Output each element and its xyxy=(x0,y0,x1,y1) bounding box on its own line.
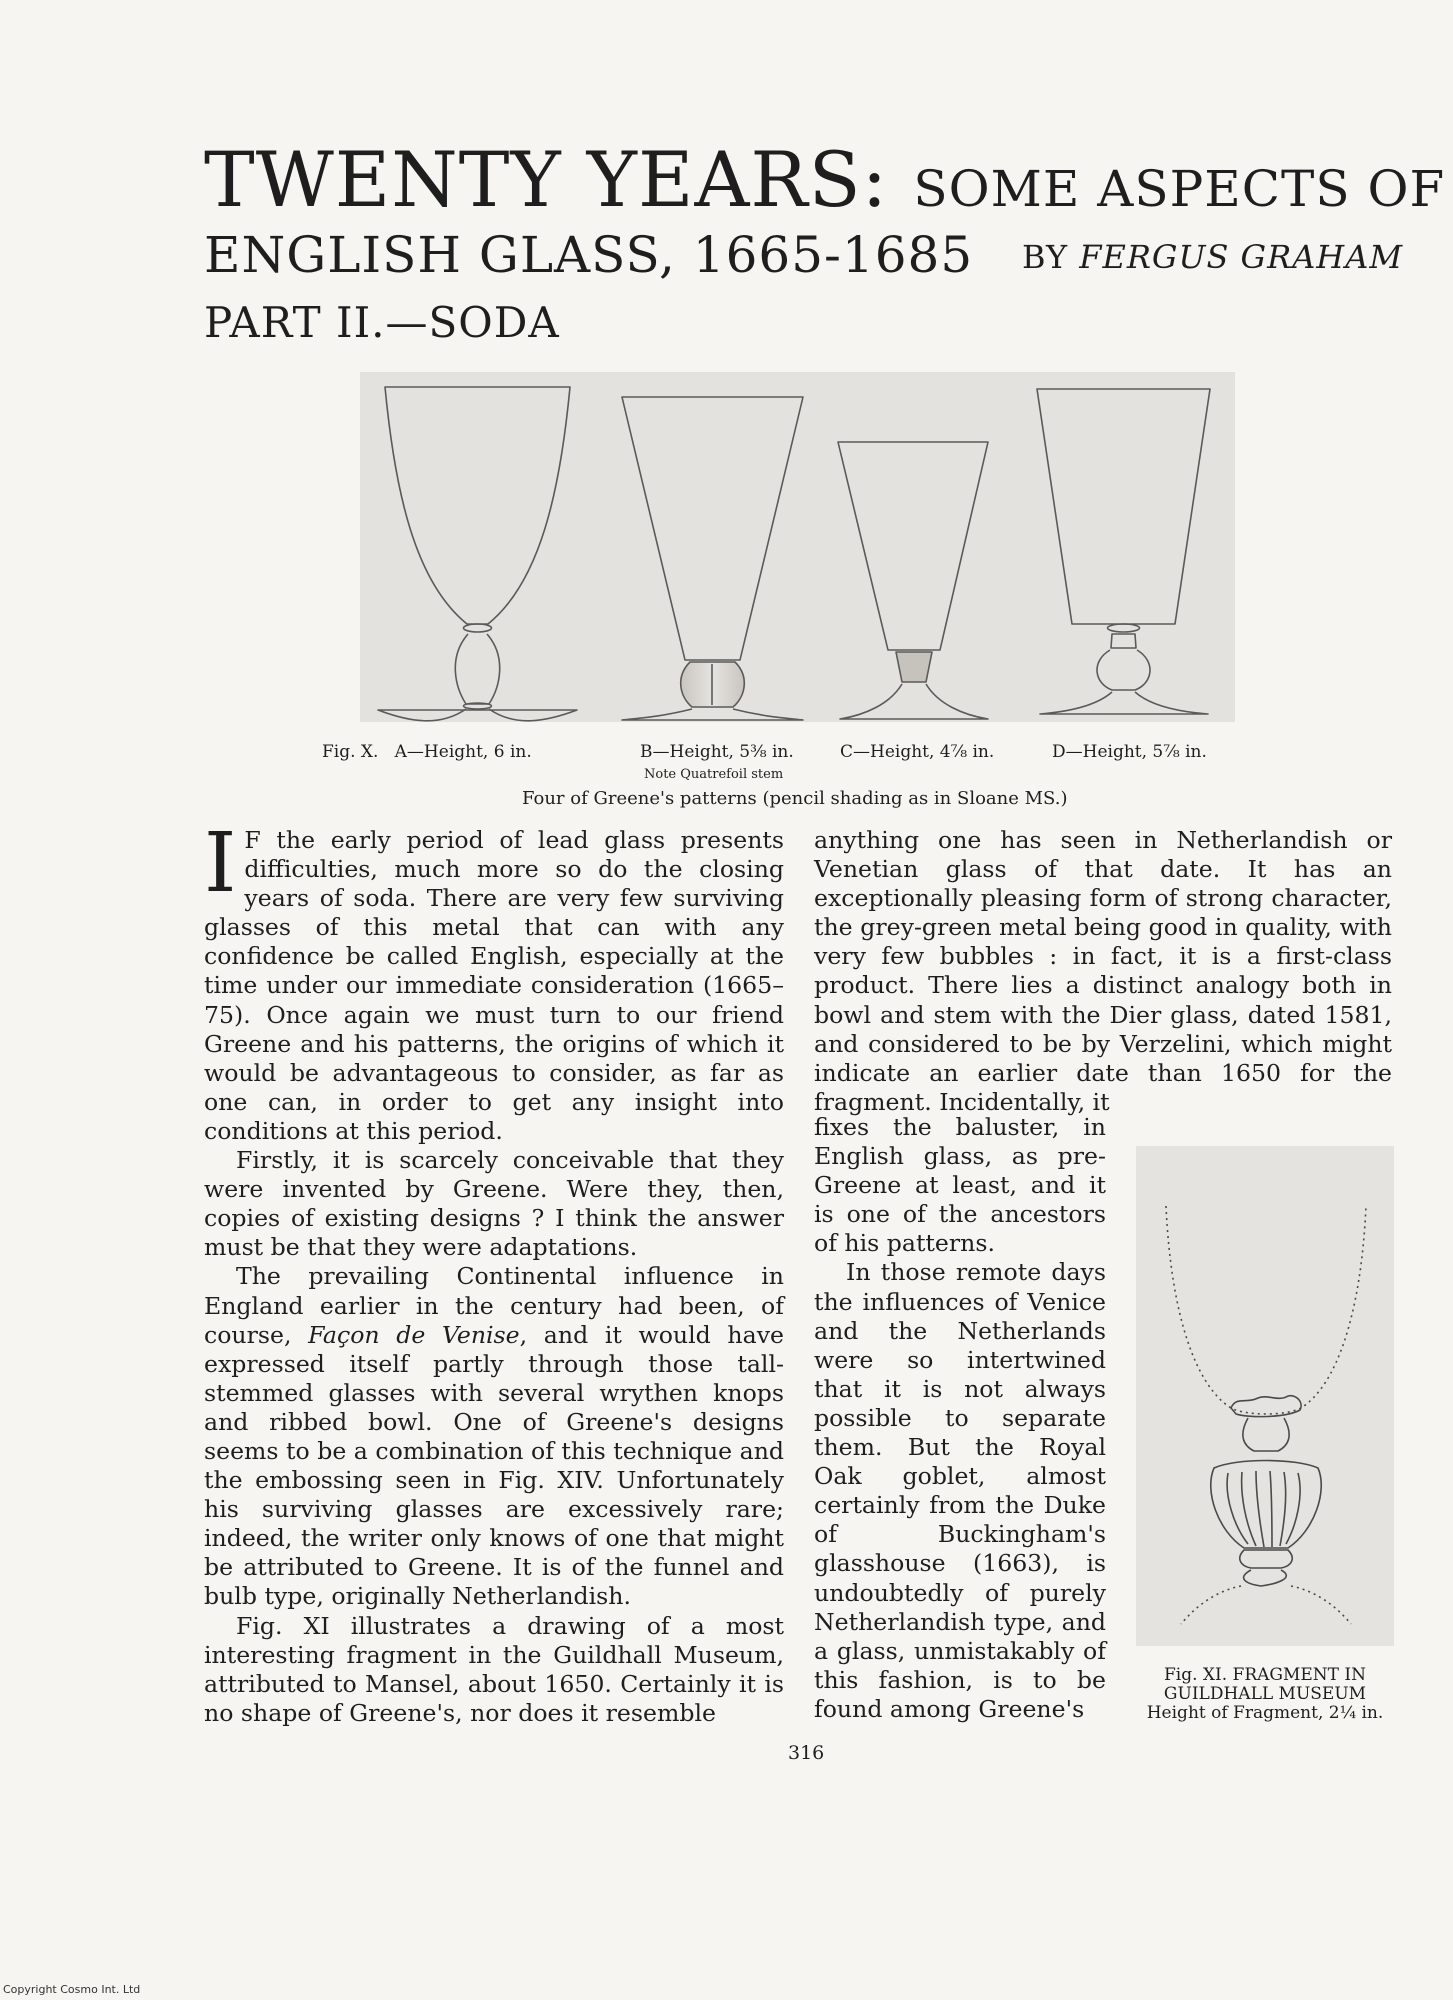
figure-x-drawings xyxy=(360,372,1235,722)
title-line-2: ENGLISH GLASS, 1665-1685 xyxy=(204,226,974,284)
figure-x-number: Fig. X. xyxy=(322,742,379,762)
title-main: TWENTY YEARS: xyxy=(204,135,889,224)
paragraph-1-text: F the early period of lead glass presents difficulties, much more so do the closing years of soda. There are very few surviving glasses of this metal that can with any confidence be called English, especially at the time under our immediate consideration (1665–75). Once again we must turn to our friend Greene and his patterns, the origins of which it would be advantageous to consider, as far as one can, in order to get any insight into conditions at this period. xyxy=(204,826,784,1145)
figure-xi-plate xyxy=(1136,1146,1394,1646)
left-column xyxy=(204,816,784,1728)
paragraph-7: In those remote days the influences of Venice and the Netherlands were so intertwined that it is not always possible to separate them. But the Royal Oak goblet, almost certainly from the Duke of Buckingham's glasshouse (1663), is undoubtedly of purely Netherlandish type, and a glass, unmistakably of this fashion, is to be found among Greene's xyxy=(814,1258,1106,1723)
figure-xi-caption xyxy=(1132,1666,1398,1723)
glass-a-drawing xyxy=(378,387,577,721)
figure-x-plate xyxy=(360,372,1235,722)
glass-b-caption: B—Height, 5⅜ in. xyxy=(640,742,794,762)
paragraph-3 xyxy=(204,1262,784,1611)
author-name: FERGUS GRAHAM xyxy=(1079,238,1404,276)
figure-xi-drawing xyxy=(1136,1146,1394,1646)
paragraph-4: Fig. XI illustrates a drawing of a most interesting fragment in the Guildhall Museum, attributed to Mansel, about 1650. Certainly it is no shape of Greene's, nor does it resemble xyxy=(204,1611,784,1727)
figure-x-note: Note Quatrefoil stem xyxy=(644,767,784,782)
paragraph-3-end: , and it would have expressed itself partly through those tall-stemmed glasses with several wrythen knops and ribbed bowl. One of Greene's designs seems to be a combination of this technique and the embossing seen in Fig. XIV. Unfortunately his surviving glasses are excessively rare; indeed, the writer only knows of one that might be attributed to Greene. It is of the funnel and bulb type, originally Netherlandish. xyxy=(204,1320,784,1611)
figure-xi-caption-line-1: Fig. XI. FRAGMENT IN xyxy=(1163,1665,1367,1685)
figure-xi-caption-line-3: Height of Fragment, 2¼ in. xyxy=(1146,1703,1384,1723)
paragraph-3-start: The prevailing Continental influence in England earlier in the century had been, of course, xyxy=(204,1262,784,1349)
glass-a-caption: A—Height, 6 in. xyxy=(394,742,532,762)
glass-b-drawing xyxy=(622,397,803,720)
paragraph-1 xyxy=(204,816,784,1146)
paragraph-6: fixes the baluster, in English glass, as pre-Greene at least, and it is one of the ancestors of his patterns. xyxy=(814,1113,1106,1258)
article-title xyxy=(204,135,1446,224)
byline-prefix: BY xyxy=(1022,238,1069,276)
glass-c-drawing xyxy=(838,442,988,719)
drop-cap: I xyxy=(204,816,237,911)
page-number: 316 xyxy=(788,1742,825,1764)
copyright-notice: Copyright Cosmo Int. Ltd xyxy=(3,1983,141,1996)
part-heading: PART II.—SODA xyxy=(204,298,560,347)
paragraph-5: anything one has seen in Netherlandish or Venetian glass of that date. It has an exceptionally pleasing form of strong character, the grey-green metal being good in quality, with very few bubbles : in fact, it is a first-class product. There lies a distinct analogy both in bowl and stem with the Dier glass, dated 1581, and considered to be by Verzelini, which might indicate an earlier date than 1650 for the fragment. Incidentally, it xyxy=(814,826,1392,1116)
byline xyxy=(1022,238,1403,276)
title-rest: SOME ASPECTS OF xyxy=(913,160,1446,218)
right-column-narrow xyxy=(814,1113,1106,1724)
glass-d-caption: D—Height, 5⅞ in. xyxy=(1052,742,1207,762)
glass-d-drawing xyxy=(1037,389,1210,714)
paragraph-2: Firstly, it is scarcely conceivable that they were invented by Greene. Were they, then, copies of existing designs ? I think the answer must be that they were adaptations. xyxy=(204,1146,784,1262)
figure-xi-caption-line-2: GUILDHALL MUSEUM xyxy=(1163,1684,1367,1704)
paragraph-3-italic: Façon de Venise xyxy=(308,1320,520,1349)
glass-c-caption: C—Height, 4⅞ in. xyxy=(840,742,995,762)
right-column-top xyxy=(814,826,1392,1117)
figure-x-caption: Four of Greene's patterns (pencil shading as in Sloane MS.) xyxy=(522,788,1068,809)
figure-x-label xyxy=(322,742,532,762)
